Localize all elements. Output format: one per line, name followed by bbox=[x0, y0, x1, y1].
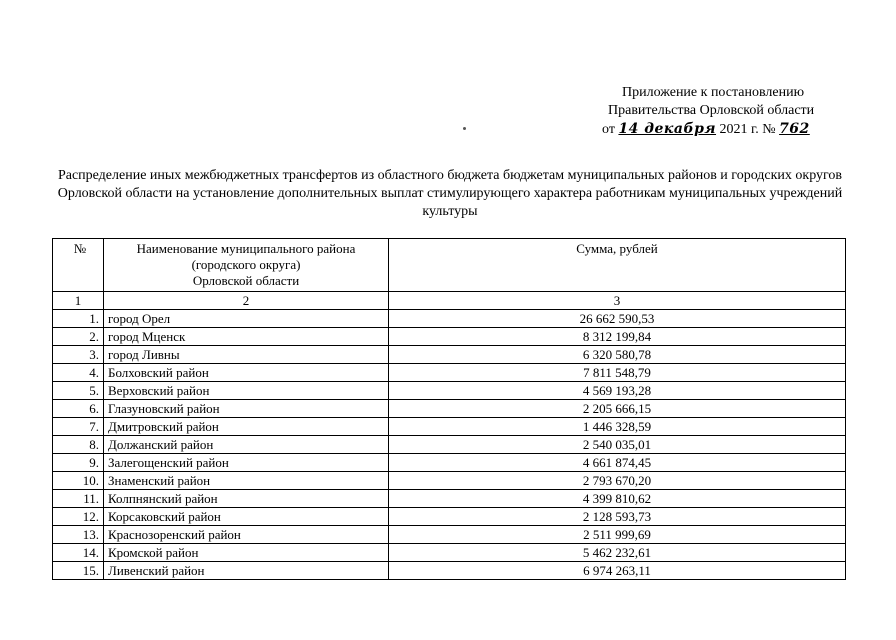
row-name: Глазуновский район bbox=[104, 400, 389, 418]
row-name: Ливенский район bbox=[104, 562, 389, 580]
header-name-line-3: Орловской области bbox=[192, 273, 300, 288]
document-title: Распределение иных межбюджетных трансфертов из областного бюджета бюджетам муниципальных районов и городских округов Орловской области на установление дополнительных выплат стимулирующего характера работникам муниципальных учреждений культуры bbox=[57, 168, 843, 219]
row-number: 5. bbox=[53, 382, 104, 400]
row-sum: 8 312 199,84 bbox=[389, 328, 846, 346]
table-row bbox=[53, 508, 846, 526]
row-number: 15. bbox=[53, 562, 104, 580]
row-name: Знаменский район bbox=[104, 472, 389, 490]
row-number: 3. bbox=[53, 346, 104, 364]
row-sum: 6 320 580,78 bbox=[389, 346, 846, 364]
row-name: Залегощенский район bbox=[104, 454, 389, 472]
row-sum: 2 793 670,20 bbox=[389, 472, 846, 490]
table-header-row bbox=[53, 239, 846, 292]
row-number: 8. bbox=[53, 436, 104, 454]
table-row bbox=[53, 454, 846, 472]
header-name-line-1: Наименование муниципального района bbox=[136, 241, 356, 256]
row-name: Должанский район bbox=[104, 436, 389, 454]
appendix-header bbox=[590, 84, 850, 139]
table-row bbox=[53, 400, 846, 418]
row-number: 13. bbox=[53, 526, 104, 544]
row-number: 7. bbox=[53, 418, 104, 436]
table-body bbox=[53, 310, 846, 580]
column-number-1: 1 bbox=[53, 292, 104, 310]
row-sum: 1 446 328,59 bbox=[389, 418, 846, 436]
scan-speck bbox=[463, 127, 466, 130]
distribution-table bbox=[52, 238, 846, 580]
header-number: № bbox=[53, 239, 104, 292]
row-sum: 2 540 035,01 bbox=[389, 436, 846, 454]
row-name: город Мценск bbox=[104, 328, 389, 346]
date-prefix: от bbox=[602, 122, 615, 137]
row-sum: 2 511 999,69 bbox=[389, 526, 846, 544]
row-name: Корсаковский район bbox=[104, 508, 389, 526]
row-name: Болховский район bbox=[104, 364, 389, 382]
handwritten-date: 14 декабря bbox=[618, 121, 717, 137]
table-row bbox=[53, 328, 846, 346]
row-sum: 5 462 232,61 bbox=[389, 544, 846, 562]
row-number: 2. bbox=[53, 328, 104, 346]
table-row bbox=[53, 436, 846, 454]
row-number: 12. bbox=[53, 508, 104, 526]
row-name: Колпнянский район bbox=[104, 490, 389, 508]
row-sum: 26 662 590,53 bbox=[389, 310, 846, 328]
header-name bbox=[104, 239, 389, 292]
handwritten-number: 762 bbox=[779, 121, 810, 137]
table-row bbox=[53, 562, 846, 580]
row-name: город Орел bbox=[104, 310, 389, 328]
table-row bbox=[53, 490, 846, 508]
table-row bbox=[53, 364, 846, 382]
row-sum: 2 205 666,15 bbox=[389, 400, 846, 418]
header-name-line-2: (городского округа) bbox=[191, 257, 301, 272]
row-number: 6. bbox=[53, 400, 104, 418]
row-name: город Ливны bbox=[104, 346, 389, 364]
row-sum: 6 974 263,11 bbox=[389, 562, 846, 580]
table-row bbox=[53, 346, 846, 364]
table-row bbox=[53, 418, 846, 436]
row-sum: 4 399 810,62 bbox=[389, 490, 846, 508]
row-sum: 4 661 874,45 bbox=[389, 454, 846, 472]
row-name: Дмитровский район bbox=[104, 418, 389, 436]
table-row bbox=[53, 472, 846, 490]
row-sum: 7 811 548,79 bbox=[389, 364, 846, 382]
header-sum: Сумма, рублей bbox=[389, 239, 846, 292]
row-name: Кромской район bbox=[104, 544, 389, 562]
table-row bbox=[53, 382, 846, 400]
table-row bbox=[53, 526, 846, 544]
appendix-date-line bbox=[590, 120, 850, 139]
row-name: Верховский район bbox=[104, 382, 389, 400]
column-number-2: 2 bbox=[104, 292, 389, 310]
column-number-3: 3 bbox=[389, 292, 846, 310]
appendix-line-2: Правительства Орловской области bbox=[608, 103, 815, 118]
row-number: 1. bbox=[53, 310, 104, 328]
row-name: Краснозоренский район bbox=[104, 526, 389, 544]
row-number: 4. bbox=[53, 364, 104, 382]
appendix-line-1: Приложение к постановлению bbox=[622, 85, 805, 100]
row-sum: 4 569 193,28 bbox=[389, 382, 846, 400]
table-row bbox=[53, 544, 846, 562]
table-row bbox=[53, 310, 846, 328]
row-number: 10. bbox=[53, 472, 104, 490]
date-year: 2021 г. № bbox=[719, 122, 776, 137]
row-number: 11. bbox=[53, 490, 104, 508]
row-number: 9. bbox=[53, 454, 104, 472]
row-number: 14. bbox=[53, 544, 104, 562]
column-number-row bbox=[53, 292, 846, 310]
row-sum: 2 128 593,73 bbox=[389, 508, 846, 526]
